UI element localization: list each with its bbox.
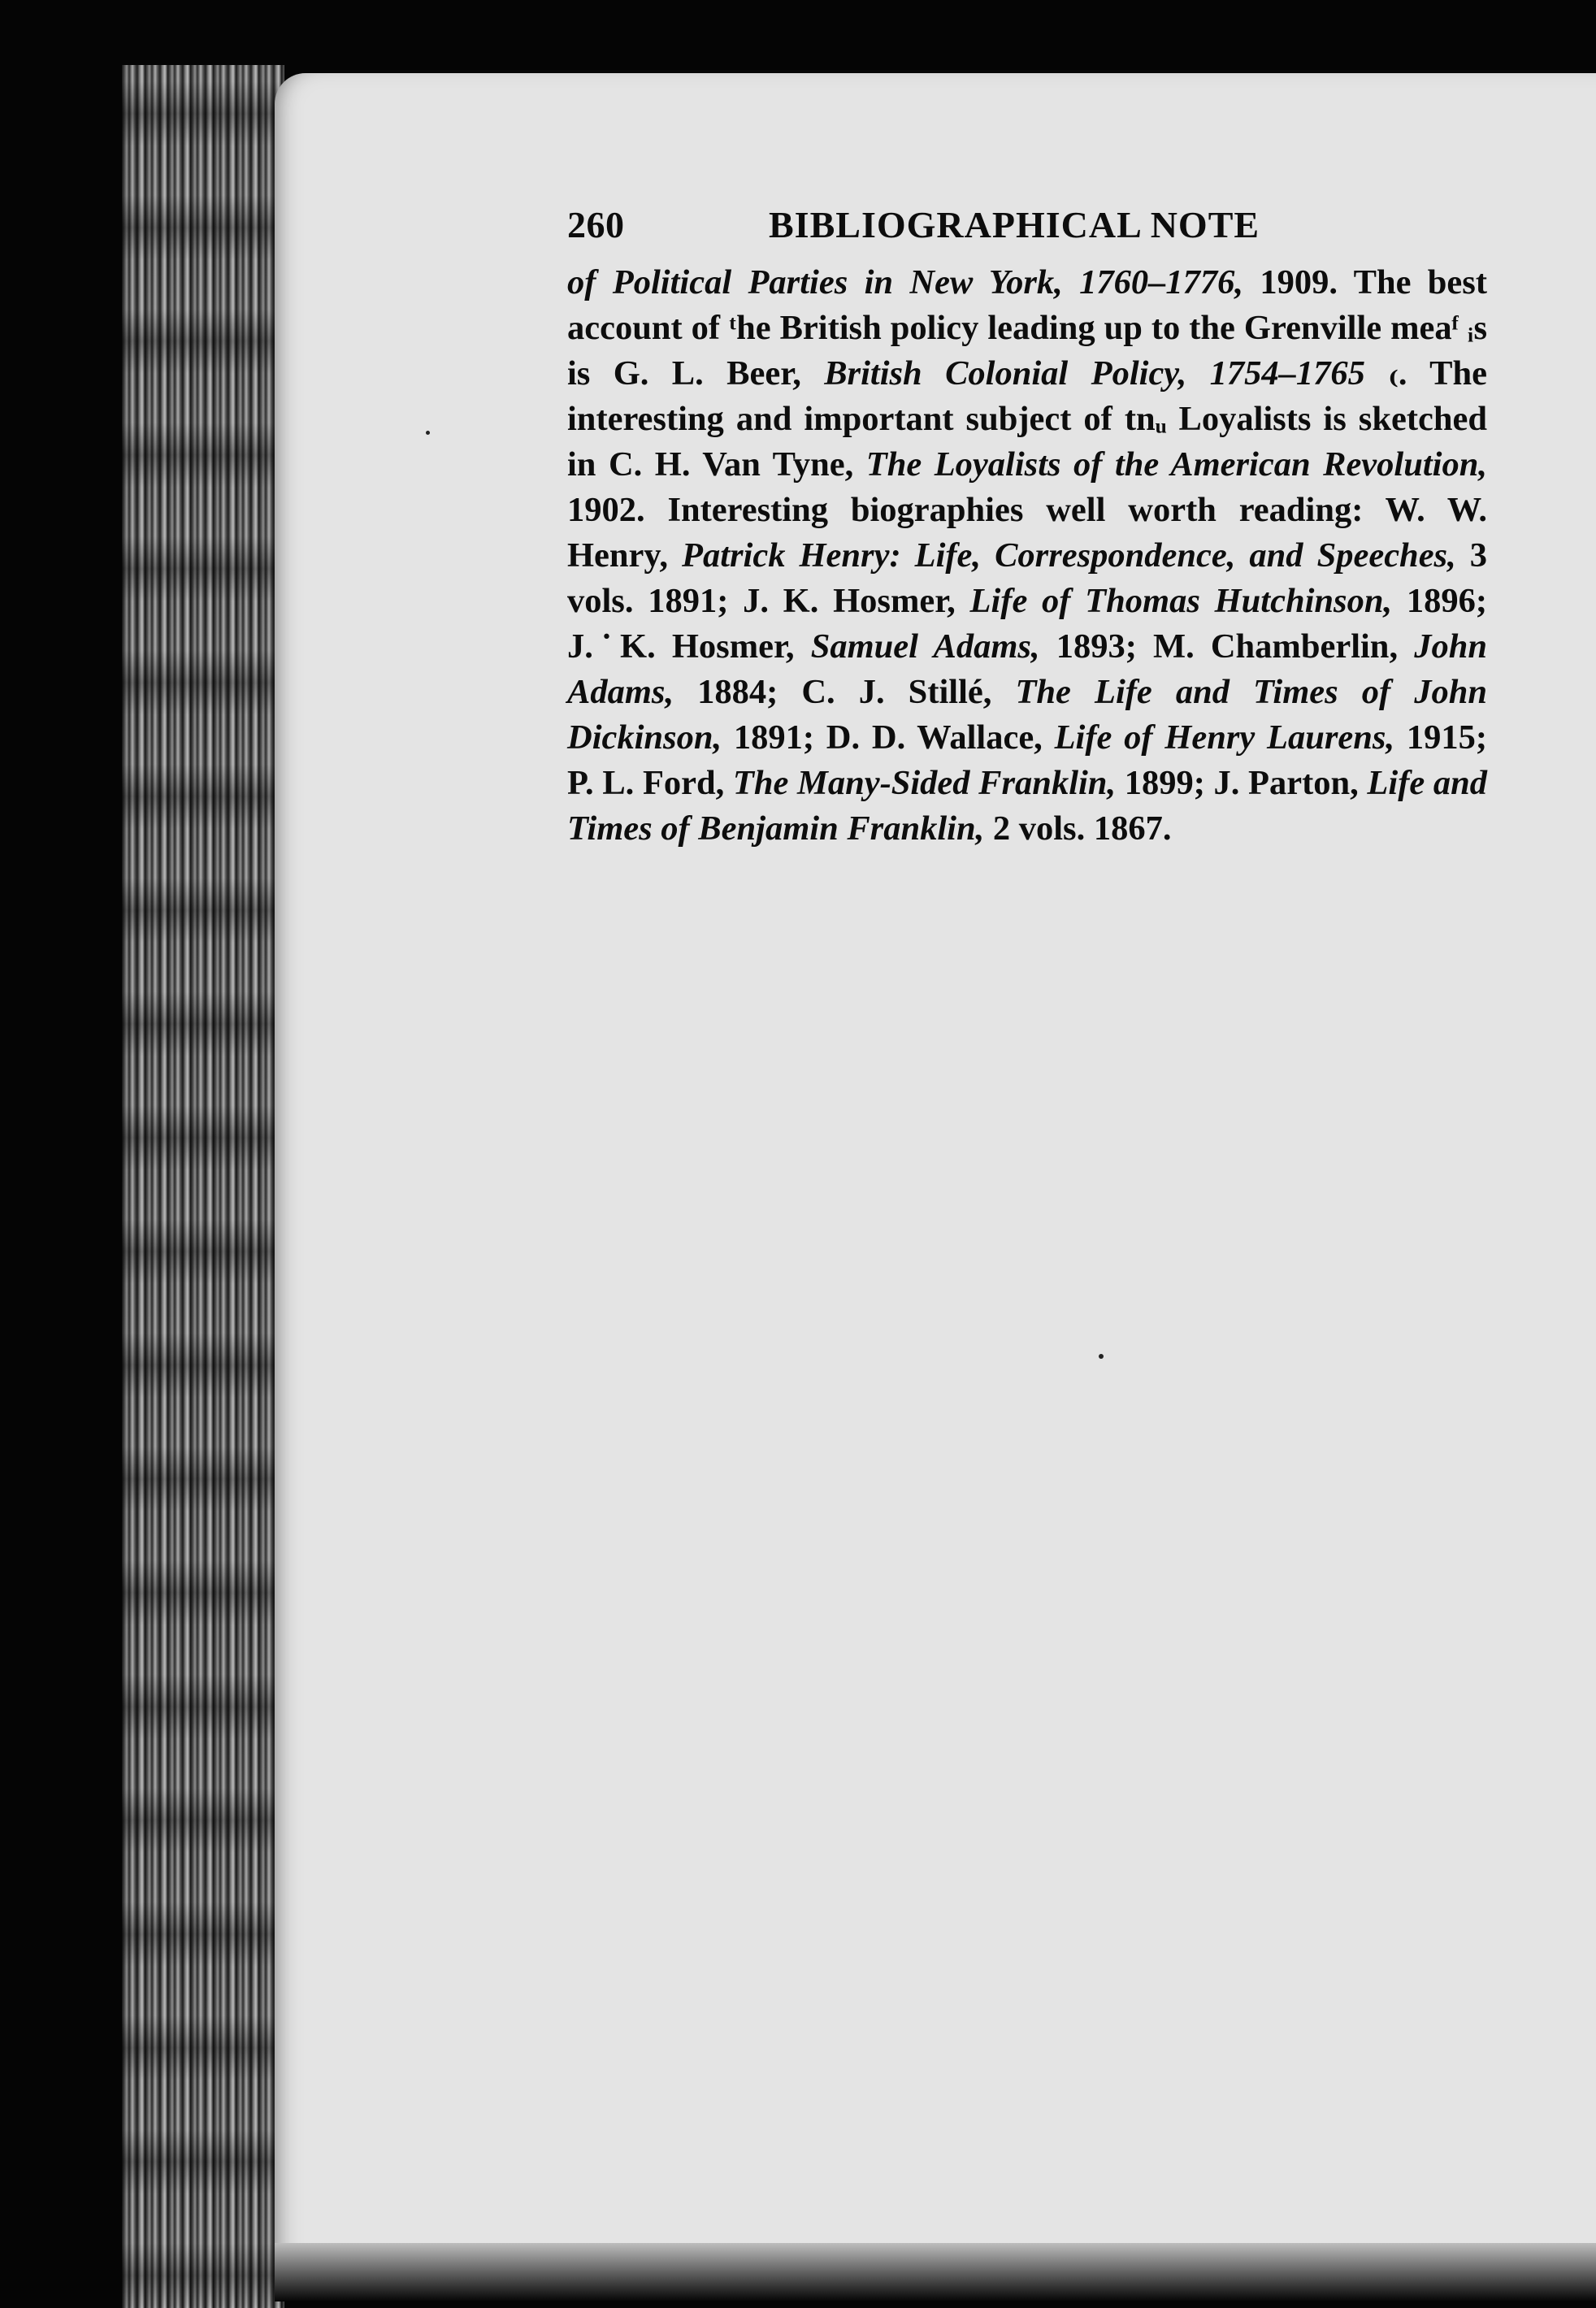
body-text-run: 1891; D. D. Wallace, <box>722 718 1055 757</box>
work-title: Life of Thomas Hutchinson, <box>969 582 1393 620</box>
running-head <box>567 203 1487 260</box>
ink-speck <box>1099 1354 1104 1359</box>
body-text-run: 1896; J.˙K. Hosmer, <box>567 582 1487 666</box>
work-title: Patrick Henry: Life, Correspondence, and Speeches, <box>681 536 1456 575</box>
text-block <box>567 203 1487 852</box>
work-title: Life of Henry Laurens, <box>1054 718 1395 757</box>
body-text-run: 3 vols. 1891; J. K. Hosmer, <box>567 536 1487 620</box>
page-bottom-shadow <box>275 2243 1596 2301</box>
work-title: The Loyalists of the American Revolution, <box>865 445 1487 484</box>
work-title: Life and Times of Benjamin Franklin, <box>567 764 1487 848</box>
work-title: The Life and Times of John Dickinson, <box>567 673 1487 757</box>
body-text-run: British policy leading up to the Grenville meaᶠ ᵢs is G. L. Beer, <box>567 309 1487 393</box>
work-title: Samuel Adams, <box>810 627 1040 666</box>
work-title: British Colonial Policy, 1754–1765 <box>824 354 1365 393</box>
page-number: 260 <box>567 204 625 245</box>
ink-speck <box>426 431 430 435</box>
body-text-run: ᵗhe <box>729 309 771 347</box>
work-title: The Many-Sided Franklin, <box>732 764 1117 802</box>
work-title: John Adams, <box>567 627 1487 711</box>
work-title: of Political Parties in New York, 1760–1776, <box>567 263 1244 302</box>
body-text-run: 2 vols. 1867. <box>984 809 1172 848</box>
body-text-run: 1893; M. Chamberlin, <box>1039 627 1415 666</box>
body-text-run: 1899; J. Parton, <box>1116 764 1368 802</box>
page-edges <box>122 65 284 2308</box>
body-text-run: 1884; C. J. Stillé, <box>674 673 1016 711</box>
body-text-run: ₍. The interesting and important subject of tnᵤ Loyalists is sketched in C. H. Van Tyne, <box>567 354 1487 484</box>
body-text-run: 1909. The best account of <box>567 263 1487 347</box>
body-text-run: 1915; P. L. Ford, <box>567 718 1487 802</box>
body-text-run: 1902. Interesting biographies well worth reading: W. W. Henry, <box>567 491 1487 575</box>
page-title: BIBLIOGRAPHICAL NOTE <box>769 204 1260 245</box>
bibliography-paragraph <box>567 260 1487 852</box>
